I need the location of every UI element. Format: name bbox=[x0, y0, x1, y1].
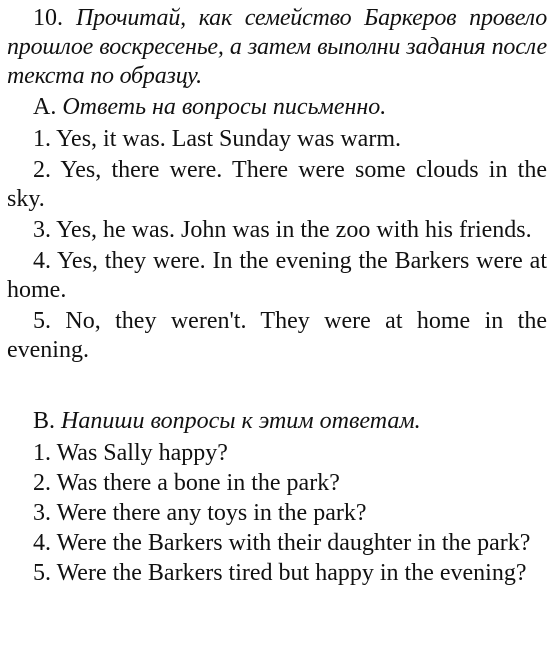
answer-item: 3. Yes, he was. John was in the zoo with his friends. bbox=[33, 217, 532, 243]
section-b-label: Напиши вопросы к этим ответам. bbox=[61, 408, 421, 434]
question-item: 4. Were the Barkers with their daughter in the park? bbox=[33, 530, 531, 556]
task-number: 10. bbox=[33, 5, 63, 31]
section-a-label: Ответь на вопросы письменно. bbox=[62, 94, 387, 120]
question-item: 2. Was there a bone in the park? bbox=[33, 470, 340, 496]
answer-item: 1. Yes, it was. Last Sunday was warm. bbox=[33, 126, 401, 152]
question-item: 5. Were the Barkers tired but happy in the evening? bbox=[33, 560, 527, 586]
answer-item: 4. Yes, they were. In the evening the Barkers were at home. bbox=[7, 248, 547, 303]
section-b-letter: B. bbox=[33, 408, 56, 434]
answer-item: 2. Yes, there were. There were some clouds in the sky. bbox=[7, 157, 547, 212]
section-b-heading bbox=[7, 407, 547, 436]
section-a-heading bbox=[7, 93, 547, 122]
question-item: 3. Were there any toys in the park? bbox=[33, 500, 367, 526]
task-instruction-text: Прочитай, как семейство Баркеров провело прошлое воскресенье, а затем выполни задания после текста по образцу. bbox=[7, 5, 547, 89]
task-instruction bbox=[7, 4, 547, 91]
section-spacer bbox=[7, 365, 547, 407]
question-item: 1. Was Sally happy? bbox=[33, 440, 228, 466]
answer-item: 5. No, they weren't. They were at home in the evening. bbox=[7, 308, 547, 363]
section-a-letter: A. bbox=[33, 94, 57, 120]
exercise-page bbox=[7, 4, 547, 588]
